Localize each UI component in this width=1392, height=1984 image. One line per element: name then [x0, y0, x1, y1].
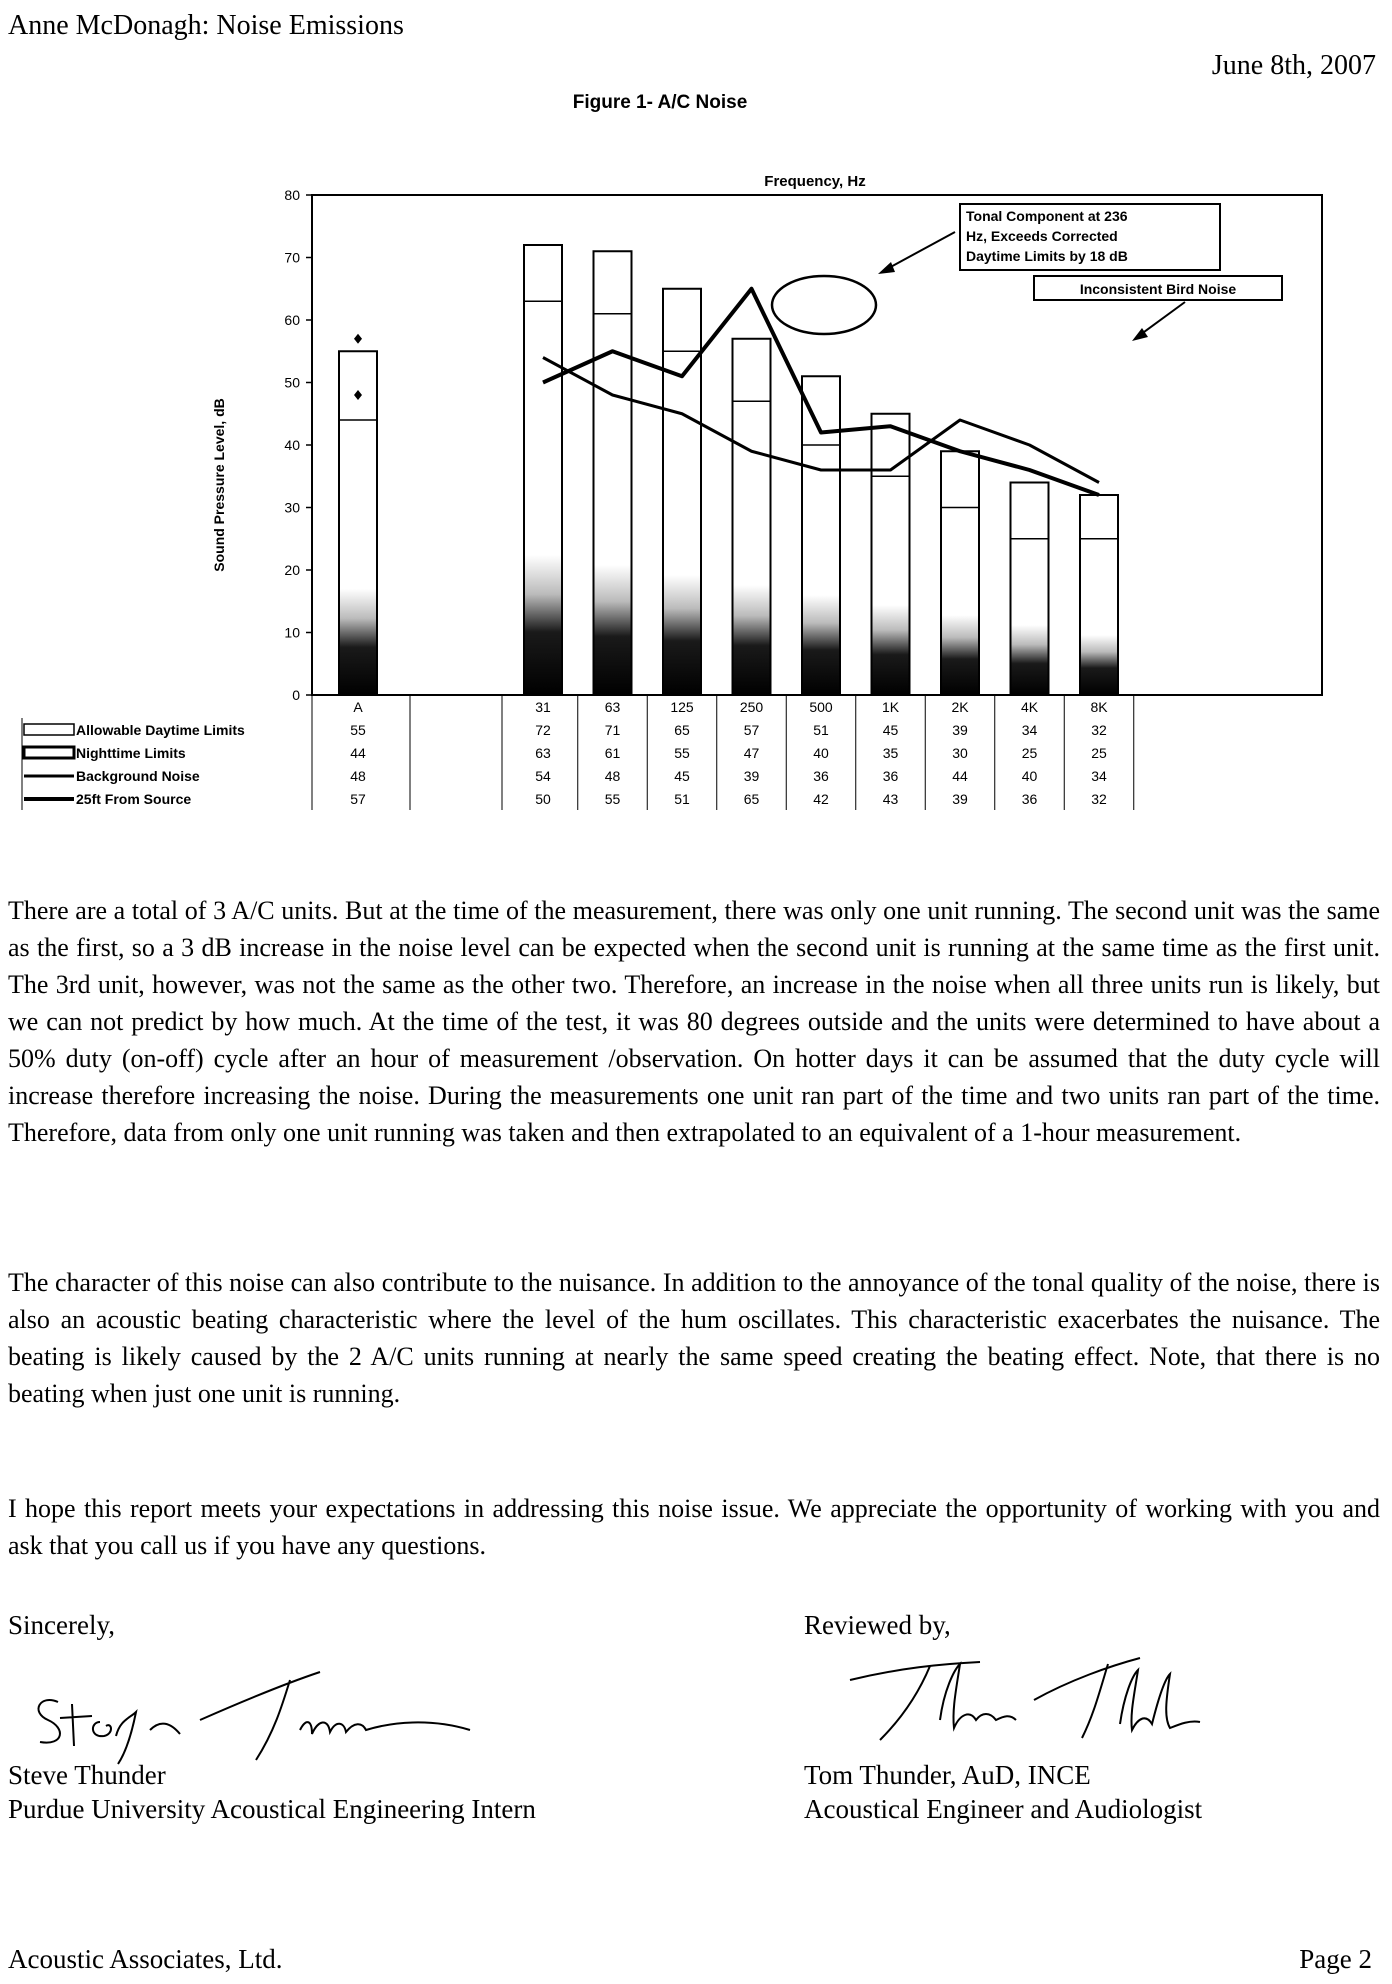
table-cell: 47: [743, 745, 760, 761]
footer-page-number: Page 2: [1299, 1944, 1372, 1974]
table-cell: 34: [1091, 768, 1107, 784]
table-cell: 39: [952, 791, 968, 807]
table-category-label: 4K: [1020, 699, 1039, 715]
legend-label: Background Noise: [76, 768, 200, 784]
table-category-label: 2K: [951, 699, 969, 715]
tonal-arrowhead: [878, 262, 895, 274]
signer-right-role: Acoustical Engineer and Audiologist: [804, 1794, 1203, 1824]
bar-shading: [803, 595, 839, 695]
chart-title: Frequency, Hz: [764, 173, 866, 190]
footer-company: Acoustic Associates, Ltd.: [8, 1944, 283, 1974]
bar-shading: [942, 615, 978, 695]
table-cell: 51: [813, 722, 829, 738]
table-cell: 39: [952, 722, 968, 738]
y-tick-label: 80: [284, 187, 300, 203]
y-axis-label: Sound Pressure Level, dB: [211, 398, 227, 572]
table-cell: 63: [535, 745, 551, 761]
bar-shading: [1012, 625, 1048, 695]
table-cell: 43: [882, 791, 899, 807]
table-category-label: 8K: [1090, 699, 1108, 715]
bar-shading: [873, 605, 909, 695]
paragraph-units-text: There are a total of 3 A/C units. But at the time of the measurement, there was only one unit running. The second unit was the same as the first, so a 3 dB increase in the noise level can be expected when the second unit is running at the same time as the first unit. The 3rd unit, however, was not the same as the other two. Therefore, an increase in the noise when all three units run is likely, but we can not predict by how much. At the time of the test, it was 80 degrees outside and the units were determined to have about a 50% duty (on-off) cycle after an hour of measurement /observation. On hotter days it can be assumed that the duty cycle will increase therefore increasing the noise. During the measurements one unit ran part of the time and two units ran part of the time. Therefore, data from only one unit running was taken and then extrapolated to an equivalent of a 1-hour measurement.: [8, 896, 1380, 1147]
tonal-arrow-shaft: [885, 232, 955, 270]
table-cell: 45: [882, 722, 899, 738]
bar-shading: [734, 585, 770, 695]
table-cell: 40: [1021, 768, 1038, 784]
table-cell: 50: [535, 791, 551, 807]
table-cell: 65: [743, 791, 760, 807]
table-cell: 42: [813, 791, 829, 807]
bird-annotation-text: Inconsistent Bird Noise: [1079, 281, 1237, 297]
lines-layer: [354, 289, 1099, 495]
table-cell: 57: [350, 791, 366, 807]
y-tick-label: 40: [284, 437, 300, 453]
y-tick-label: 10: [284, 624, 300, 641]
noise-chart: [0, 160, 1340, 850]
data-table: [312, 695, 1134, 810]
y-axis: [284, 187, 312, 703]
table-cell: 36: [1021, 791, 1038, 807]
paragraph-character: [8, 1264, 1380, 1412]
paragraph-units: [8, 892, 1380, 1151]
table-cell: 40: [813, 745, 829, 761]
y-tick-label: 30: [284, 499, 300, 516]
y-tick-label: 70: [284, 249, 300, 266]
table-cell: 55: [604, 791, 621, 807]
table-category-label: 63: [604, 699, 621, 715]
y-tick-label: 0: [292, 687, 300, 703]
bars-layer: [339, 245, 1118, 695]
signer-left-name: Steve Thunder: [8, 1760, 166, 1790]
table-cell: 32: [1091, 791, 1107, 807]
table-category-label: 125: [670, 699, 694, 715]
bar-shading: [1081, 635, 1117, 695]
table-category-label: 250: [739, 699, 764, 715]
legend-label: Nighttime Limits: [76, 745, 186, 761]
legend: [22, 718, 245, 810]
tonal-annotation-line-3: Daytime Limits by 18 dB: [966, 248, 1128, 264]
legend-symbol-nighttime: [24, 747, 74, 758]
table-category-label: A: [353, 699, 363, 715]
table-cell: 55: [350, 722, 366, 738]
bar-shading: [525, 555, 561, 695]
table-cell: 51: [674, 791, 690, 807]
marker-25ft-source-a: [354, 334, 362, 344]
table-cell: 65: [674, 722, 690, 738]
document-date: June 8th, 2007: [1211, 50, 1376, 81]
signature-tom-thunder: [820, 1640, 1260, 1750]
sincerely-label: Sincerely,: [8, 1610, 115, 1640]
table-cell: 34: [1021, 722, 1038, 738]
table-cell: 25: [1021, 745, 1038, 761]
paragraph-closing: [8, 1490, 1380, 1564]
table-cell: 61: [604, 745, 621, 761]
table-cell: 48: [350, 768, 366, 784]
table-cell: 44: [350, 745, 366, 761]
table-cell: 45: [674, 768, 690, 784]
legend-label: Allowable Daytime Limits: [76, 722, 245, 738]
table-cell: 35: [882, 745, 899, 761]
y-tick-label: 60: [284, 312, 300, 328]
reviewed-by-label: Reviewed by,: [804, 1610, 951, 1640]
table-cell: 55: [674, 745, 690, 761]
table-cell: 57: [743, 722, 760, 738]
bar-shading: [340, 589, 376, 695]
y-tick-label: 20: [284, 562, 300, 578]
table-cell: 25: [1091, 745, 1107, 761]
paragraph-closing-text: I hope this report meets your expectations in addressing this noise issue. We appreciate the opportunity of working with you and ask that you call us if you have any questions.: [8, 1494, 1380, 1560]
tonal-component-circle: [772, 276, 876, 334]
legend-label: 25ft From Source: [76, 791, 192, 807]
table-category-label: 500: [809, 699, 833, 715]
table-cell: 36: [813, 768, 829, 784]
table-cell: 71: [604, 722, 621, 738]
tonal-annotation-line-2: Hz, Exceeds Corrected: [966, 228, 1118, 244]
table-cell: 48: [604, 768, 621, 784]
table-category-label: 31: [535, 699, 551, 715]
bar-shading: [595, 565, 631, 695]
signature-steve-thunder: [20, 1660, 500, 1770]
table-cell: 54: [535, 768, 551, 784]
table-cell: 72: [535, 722, 551, 738]
figure-title: Figure 1- A/C Noise: [572, 92, 748, 113]
table-category-label: 1K: [881, 699, 900, 715]
bar-shading: [664, 575, 700, 695]
table-cell: 39: [743, 768, 760, 784]
signer-right-name: Tom Thunder, AuD, INCE: [804, 1760, 1091, 1790]
y-tick-label: 50: [284, 374, 300, 391]
table-cell: 32: [1091, 722, 1107, 738]
bird-arrow-shaft: [1140, 302, 1185, 335]
table-cell: 44: [952, 768, 968, 784]
tonal-annotation-line-1: Tonal Component at 236: [966, 208, 1128, 224]
table-cell: 36: [882, 768, 899, 784]
legend-symbol-daytime: [24, 724, 74, 735]
signer-left-role: Purdue University Acoustical Engineering Intern: [8, 1794, 536, 1824]
paragraph-character-text: The character of this noise can also contribute to the nuisance. In addition to the annoyance of the tonal quality of the noise, there is also an acoustic beating characteristic where the level of the hum oscillates. This characteristic exacerbates the nuisance. The beating is likely caused by the 2 A/C units running at nearly the same speed creating the beating effect. Note, that there is no beating when just one unit is running.: [8, 1268, 1380, 1408]
table-cell: 30: [952, 745, 968, 761]
document-header-title: Anne McDonagh: Noise Emissions: [8, 10, 404, 41]
